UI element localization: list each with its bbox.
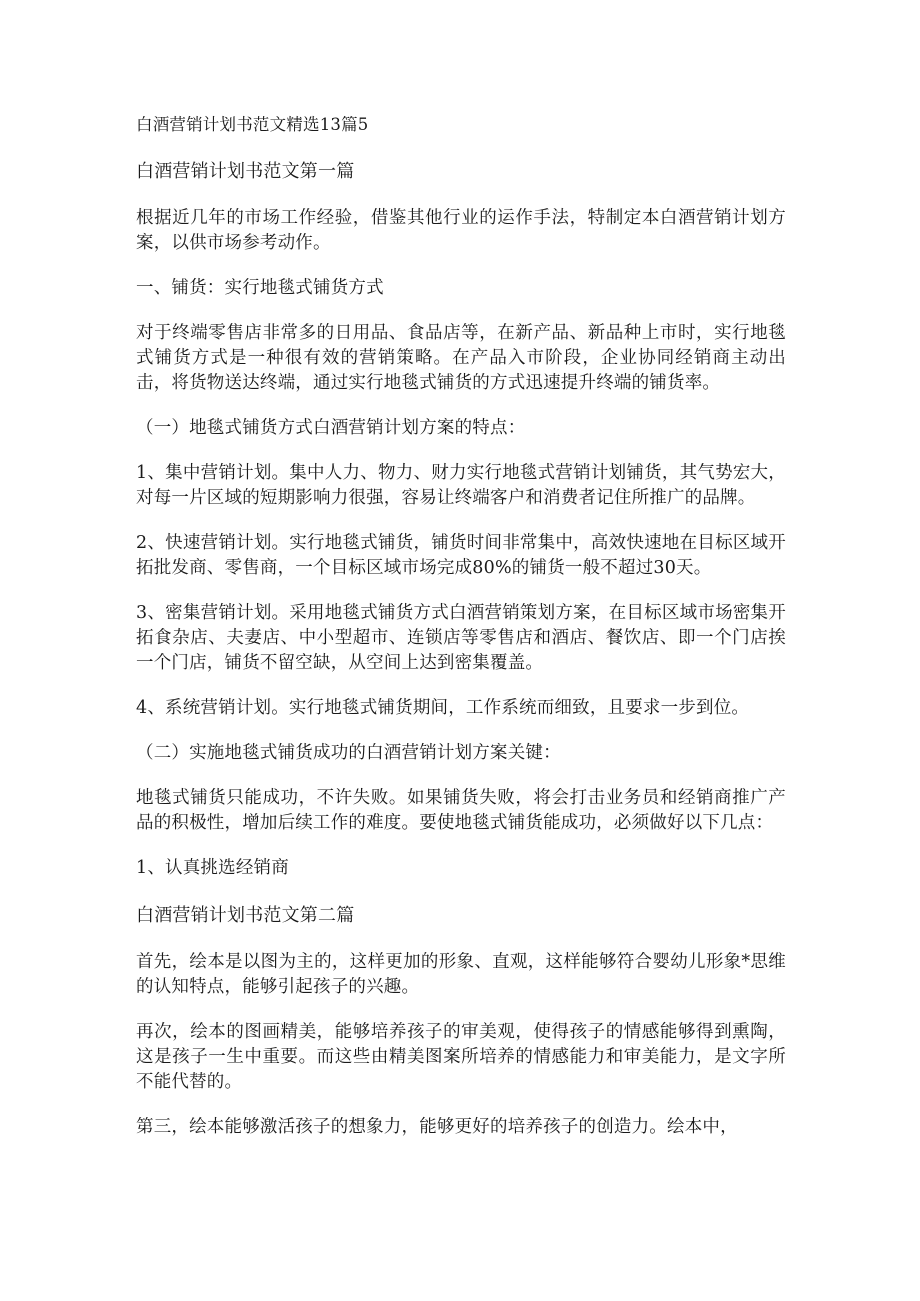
document-title: 白酒营销计划书范文精选13篇5 <box>136 115 369 134</box>
subheading-features: （一）地毯式铺货方式白酒营销计划方案的特点： <box>136 418 526 438</box>
section-heading-first: 白酒营销计划书范文第一篇 <box>136 161 355 182</box>
keys-paragraph: 地毯式铺货只能成功，不许失败。如果铺货失败，将会打击业务员和经销商推广产品的积极性，增加后续工作的难度。要使地毯式铺货能成功，必须做好以下几点： <box>136 788 786 833</box>
key-item-select-dealer: 1、认真挑选经销商 <box>136 858 289 878</box>
subheading-keys: （二）实施地毯式铺货成功的白酒营销计划方案关键： <box>136 743 561 763</box>
section-heading-second: 白酒营销计划书范文第二篇 <box>136 905 355 926</box>
feature-item-dense: 3、密集营销计划。采用地毯式铺货方式白酒营销策划方案，在目标区域市场密集开拓食杂店、夫妻店、中小型超市、连锁店等零售店和酒店、餐饮店、即一个门店挨一个门店，铺货不留空缺，从空间上达到密集覆盖。 <box>136 603 786 673</box>
picture-book-paragraph-first: 首先，绘本是以图为主的，这样更加的形象、直观，这样能够符合婴幼儿形象*思维的认知特点，能够引起孩子的兴趣。 <box>136 952 786 997</box>
point-heading-distribution: 一、铺货：实行地毯式铺货方式 <box>136 278 384 298</box>
feature-item-fast: 2、快速营销计划。实行地毯式铺货，铺货时间非常集中，高效快速地在目标区域开拓批发商、零售商，一个目标区域市场完成80%的铺货一般不超过30天。 <box>136 533 786 578</box>
distribution-paragraph: 对于终端零售店非常多的日用品、食品店等，在新产品、新品种上市时，实行地毯式铺货方式是一种很有效的营销策略。在产品入市阶段，企业协同经销商主动出击，将货物送达终端，通过实行地毯式铺货的方式迅速提升终端的铺货率。 <box>136 323 786 393</box>
picture-book-paragraph-second: 再次，绘本的图画精美，能够培养孩子的审美观，使得孩子的情感能够得到熏陶，这是孩子一生中重要。而这些由精美图案所培养的情感能力和审美能力，是文字所不能代替的。 <box>136 1022 786 1092</box>
feature-item-concentrated: 1、集中营销计划。集中人力、物力、财力实行地毯式营销计划铺货，其气势宏大，对每一片区域的短期影响力很强，容易让终端客户和消费者记住所推广的品牌。 <box>136 463 786 508</box>
feature-item-systematic: 4、系统营销计划。实行地毯式铺货期间，工作系统而细致，且要求一步到位。 <box>136 698 750 718</box>
document-page <box>136 112 786 1140</box>
picture-book-paragraph-third: 第三，绘本能够激活孩子的想象力，能够更好的培养孩子的创造力。绘本中， <box>136 1117 738 1137</box>
intro-paragraph: 根据近几年的市场工作经验，借鉴其他行业的运作手法，特制定本白酒营销计划方案，以供市场参考动作。 <box>136 208 786 253</box>
